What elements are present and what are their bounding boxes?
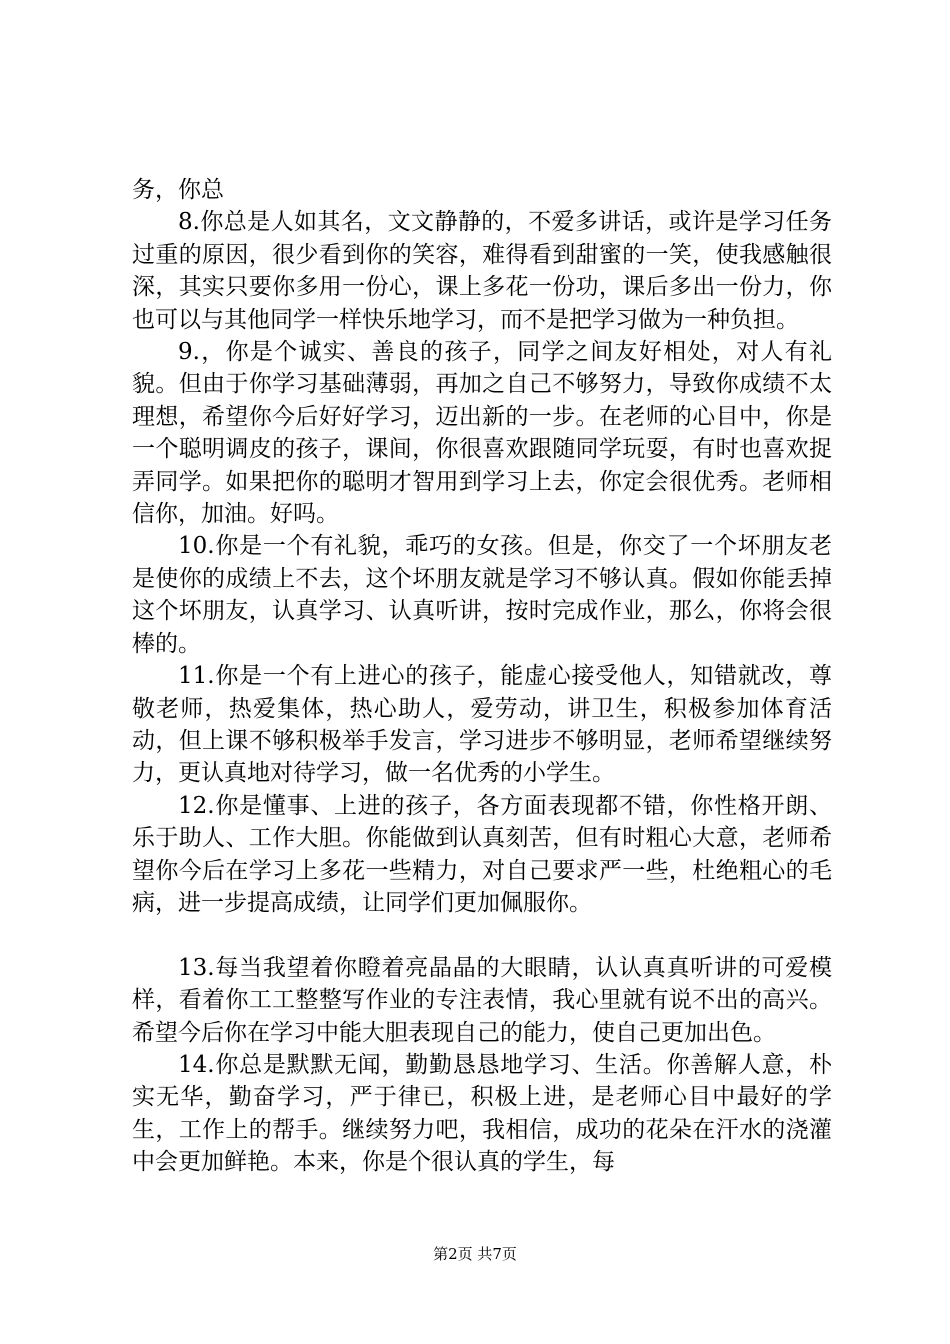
paragraph-9: 9.，你是个诚实、善良的孩子，同学之间友好相处，对人有礼貌。但由于你学习基础薄弱，再加之自己不够努力，导致你成绩不太理想，希望你今后好好学习，迈出新的一步。在老师的心目中，你是一个聪明调皮的孩子，课间，你很喜欢跟随同学玩耍，有时也喜欢捉弄同学。如果把你的聪明才智用到学习上去，你定会很优秀。老师相信你，加油。好吗。 [132, 339, 832, 528]
paragraph-11: 11.你是一个有上进心的孩子，能虚心接受他人，知错就改，尊敬老师，热爱集体，热心助人，爱劳动，讲卫生，积极参加体育活动，但上课不够积极举手发言，学习进步不够明显，老师希望继续努力，更认真地对待学习，做一名优秀的小学生。 [132, 663, 832, 787]
paragraph-8: 8.你总是人如其名，文文静静的，不爱多讲话，或许是学习任务过重的原因，很少看到你的笑容，难得看到甜蜜的一笑，使我感触很深，其实只要你多用一份心，课上多花一份功，课后多出一份力，你也可以与其他同学一样快乐地学习，而不是把学习做为一种负担。 [132, 209, 832, 333]
paragraph-13: 13.每当我望着你瞪着亮晶晶的大眼睛，认认真真听讲的可爱模样，看着你工工整整写作业的专注表情，我心里就有说不出的高兴。希望今后你在学习中能大胆表现自己的能力，使自己更加出色。 [132, 954, 832, 1046]
paragraph-10: 10.你是一个有礼貌，乖巧的女孩。但是，你交了一个坏朋友老是使你的成绩上不去，这个坏朋友就是学习不够认真。假如你能丢掉这个坏朋友，认真学习、认真听讲，按时完成作业，那么，你将会很棒的。 [132, 533, 832, 657]
paragraph-continued: 务，你总 [132, 177, 224, 203]
page-number-label: 第2页 共7页 [433, 1245, 517, 1263]
body-text [132, 174, 832, 1179]
paragraph-12: 12.你是懂事、上进的孩子，各方面表现都不错，你性格开朗、乐于助人、工作大胆。你能做到认真刻苦，但有时粗心大意，老师希望你今后在学习上多花一些精力，对自己要求严一些，杜绝粗心的毛病，进一步提高成绩，让同学们更加佩服你。 [132, 792, 832, 916]
page-footer [0, 1244, 950, 1264]
paragraph-14: 14.你总是默默无闻，勤勤恳恳地学习、生活。你善解人意，朴实无华，勤奋学习，严于律已，积极上进，是老师心目中最好的学生，工作上的帮手。继续努力吧，我相信，成功的花朵在汗水的浇灌中会更加鲜艳。本来，你是个很认真的学生，每 [132, 1051, 832, 1176]
